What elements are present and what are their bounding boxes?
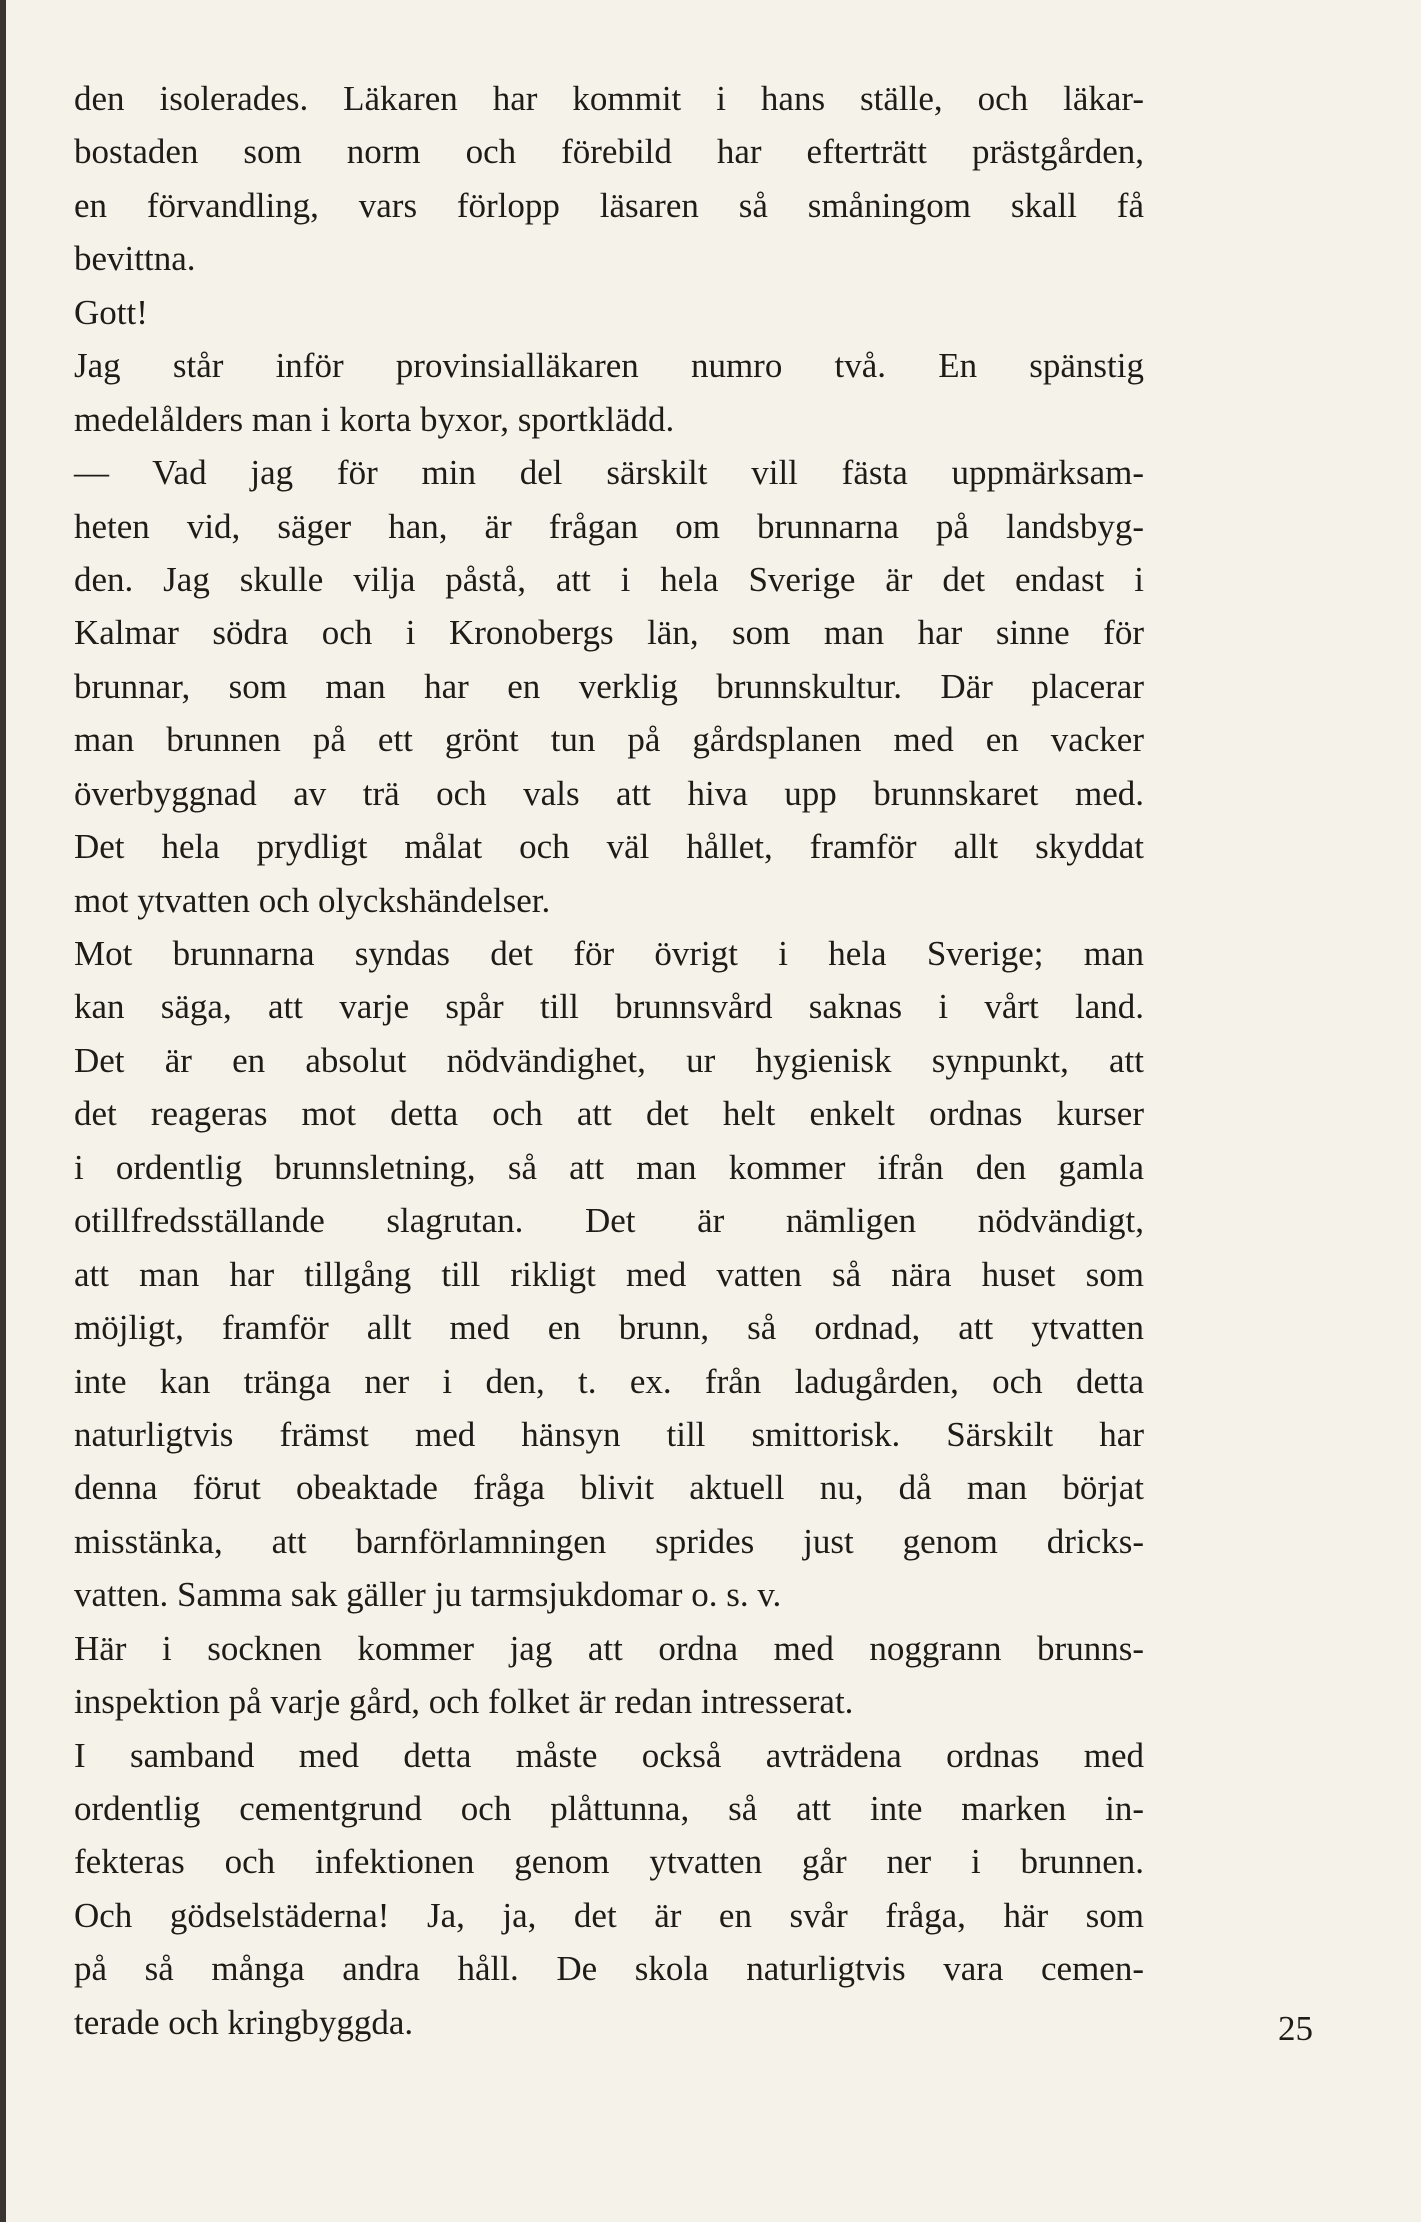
text-line: överbyggnad av trä och vals att hiva upp brunnskaret med. bbox=[74, 773, 1144, 813]
text-line: det reageras mot detta och att det helt enkelt ordnas kurser bbox=[74, 1094, 1144, 1134]
text-line: Gott! bbox=[74, 292, 148, 332]
text-line: terade och kringbyggda. bbox=[74, 2002, 414, 2042]
text-line: ordentlig cementgrund och plåttunna, så att inte marken in- bbox=[74, 1789, 1144, 1828]
page-number: 25 bbox=[1278, 2009, 1313, 2048]
text-line: Mot brunnarna syndas det för övrigt i hela Sverige; man bbox=[74, 934, 1144, 973]
text-line: denna förut obeaktade fråga blivit aktuell nu, då man börjat bbox=[74, 1468, 1144, 1508]
text-line: Här i socknen kommer jag att ordna med noggrann brunns- bbox=[74, 1628, 1144, 1668]
text-line: i ordentlig brunnsletning, så att man kommer ifrån den gamla bbox=[74, 1147, 1144, 1187]
body-text bbox=[74, 72, 1144, 2049]
text-line: kan säga, att varje spår till brunnsvård saknas i vårt land. bbox=[74, 987, 1144, 1027]
text-line: Det hela prydligt målat och väl hållet, framför allt skyddat bbox=[74, 827, 1144, 867]
text-line: inspektion på varje gård, och folket är redan intresserat. bbox=[74, 1682, 854, 1722]
text-line: otillfredsställande slagrutan. Det är nämligen nödvändigt, bbox=[74, 1201, 1144, 1241]
text-line: heten vid, säger han, är frågan om brunnarna på landsbyg- bbox=[74, 506, 1144, 546]
text-line: mot ytvatten och olyckshändelser. bbox=[74, 880, 551, 920]
text-line: den. Jag skulle vilja påstå, att i hela Sverige är det endast i bbox=[74, 559, 1144, 599]
text-line: en förvandling, vars förlopp läsaren så småningom skall få bbox=[74, 185, 1144, 225]
text-line: misstänka, att barnförlamningen sprides just genom dricks- bbox=[74, 1521, 1144, 1561]
text-line: naturligtvis främst med hänsyn till smittorisk. Särskilt har bbox=[74, 1414, 1144, 1454]
text-line: möjligt, framför allt med en brunn, så ordnad, att ytvatten bbox=[74, 1308, 1144, 1348]
text-line: Kalmar södra och i Kronobergs län, som man har sinne för bbox=[74, 613, 1144, 653]
text-line: — Vad jag för min del särskilt vill fästa uppmärksam- bbox=[74, 453, 1144, 493]
text-line: Jag står inför provinsialläkaren numro två. En spänstig bbox=[74, 346, 1144, 386]
text-line: man brunnen på ett grönt tun på gårdsplanen med en vacker bbox=[74, 720, 1144, 760]
text-line: bostaden som norm och förebild har efterträtt prästgården, bbox=[74, 132, 1144, 172]
page-edge bbox=[0, 0, 6, 2222]
text-line: på så många andra håll. De skola naturligtvis vara cemen- bbox=[74, 1949, 1144, 1989]
text-line: vatten. Samma sak gäller ju tarmsjukdomar o. s. v. bbox=[74, 1575, 782, 1615]
text-line: inte kan tränga ner i den, t. ex. från ladugården, och detta bbox=[74, 1361, 1144, 1401]
text-line: medelålders man i korta byxor, sportklädd. bbox=[74, 399, 675, 439]
text-line: Och gödselstäderna! Ja, ja, det är en svår fråga, här som bbox=[74, 1895, 1144, 1935]
text-line: den isolerades. Läkaren har kommit i hans ställe, och läkar- bbox=[74, 79, 1144, 118]
text-line: I samband med detta måste också avträdena ordnas med bbox=[74, 1735, 1144, 1775]
text-line: brunnar, som man har en verklig brunnskultur. Där placerar bbox=[74, 666, 1144, 706]
text-line: fekteras och infektionen genom ytvatten går ner i brunnen. bbox=[74, 1842, 1144, 1882]
text-line: Det är en absolut nödvändighet, ur hygienisk synpunkt, att bbox=[74, 1040, 1144, 1080]
text-line: bevittna. bbox=[74, 239, 196, 279]
text-line: att man har tillgång till rikligt med vatten så nära huset som bbox=[74, 1254, 1144, 1294]
